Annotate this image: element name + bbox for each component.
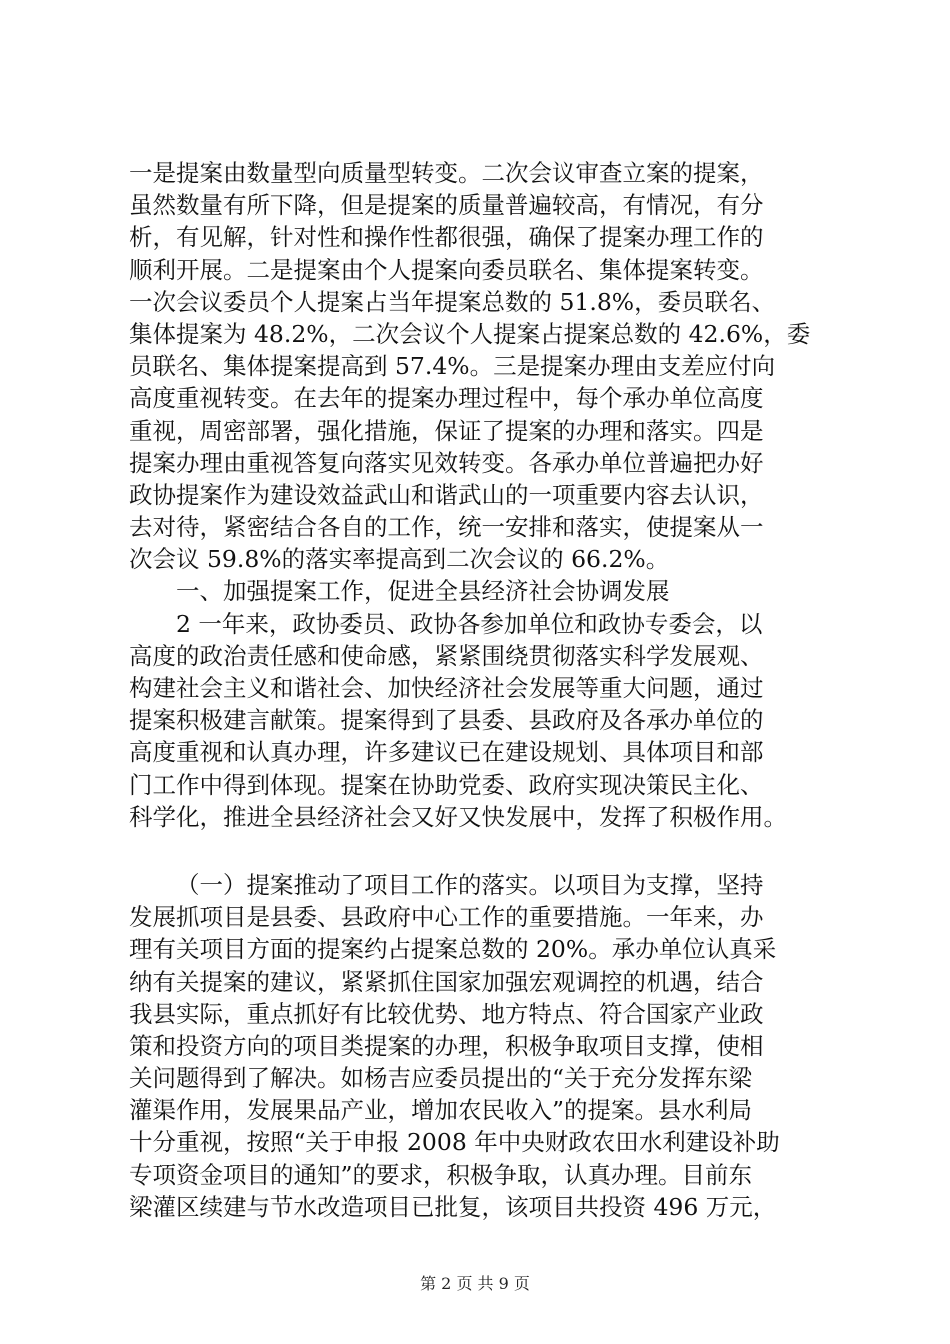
text-line: 集体提案为 48.2%，二次会议个人提案占提案总数的 42.6%，委 [129,319,811,348]
text-line: 理有关项目方面的提案约占提案总数的 20%。承办单位认真采 [129,935,777,964]
text-line: 我县实际，重点抓好有比较优势、地方特点、符合国家产业政 [129,999,764,1028]
text-line: 政协提案作为建设效益武山和谐武山的一项重要内容去认识， [129,480,764,509]
text-line: 去对待，紧密结合各自的工作，统一安排和落实，使提案从一 [129,513,764,542]
text-line: 专项资金项目的通知”的要求，积极争取，认真办理。目前东 [129,1160,753,1189]
text-line: 一次会议委员个人提案占当年提案总数的 51.8%，委员联名、 [129,287,776,316]
text-line: 虽然数量有所下降，但是提案的质量普遍较高，有情况，有分 [129,191,764,220]
text-line: 2 一年来，政协委员、政协各参加单位和政协专委会，以 [176,609,763,638]
text-line: 十分重视，按照“关于申报 2008 年中央财政农田水利建设补助 [129,1128,780,1157]
text-line: 析，有见解，针对性和操作性都很强，确保了提案办理工作的 [129,223,764,252]
text-line: （一）提案推动了项目工作的落实。以项目为支撑，坚持 [176,870,764,899]
text-line: 重视，周密部署，强化措施，保证了提案的办理和落实。四是 [129,416,764,445]
text-line: 纳有关提案的建议，紧紧抓住国家加强宏观调控的机遇，结合 [129,967,764,996]
text-line: 发展抓项目是县委、县政府中心工作的重要措施。一年来，办 [129,903,764,932]
text-line: 高度重视转变。在去年的提案办理过程中，每个承办单位高度 [129,384,764,413]
text-line: 构建社会主义和谐社会、加快经济社会发展等重大问题，通过 [129,674,764,702]
text-line: 次会议 59.8%的落实率提高到二次会议的 66.2%。 [129,545,670,574]
text-line: 提案积极建言献策。提案得到了县委、县政府及各承办单位的 [129,706,764,735]
text-line: 一是提案由数量型向质量型转变。二次会议审查立案的提案， [129,159,764,187]
text-line: 科学化，推进全县经济社会又好又快发展中，发挥了积极作用。 [129,802,787,831]
text-line: 门工作中得到体现。提案在协助党委、政府实现决策民主化、 [129,770,764,799]
text-line: 员联名、集体提案提高到 57.4%。三是提案办理由支差应付向 [129,352,776,381]
text-line: 顺利开展。二是提案由个人提案向委员联名、集体提案转变。 [129,255,764,284]
paragraph-overview [129,608,829,833]
page-number-footer: 第 2 页 共 9 页 [420,1274,530,1293]
document-body [129,157,829,1223]
section-heading: 一、加强提案工作，促进全县经济社会协调发展 [176,577,670,606]
paragraph-spacer [129,833,829,869]
text-line: 高度重视和认真办理，许多建议已在建设规划、具体项目和部 [129,738,764,767]
text-line: 关问题得到了解决。如杨吉应委员提出的“关于充分发挥东梁 [129,1064,753,1093]
text-line: 灌渠作用，发展果品产业，增加农民收入”的提案。县水利局 [129,1096,753,1125]
text-line: 策和投资方向的项目类提案的办理，积极争取项目支撑，使相 [129,1031,764,1060]
text-line: 高度的政治责任感和使命感，紧紧围绕贯彻落实科学发展观、 [129,641,764,670]
paragraph-project-implementation [129,869,829,1223]
paragraph-proposal-transformation [129,157,829,575]
text-line: 提案办理由重视答复向落实见效转变。各承办单位普遍把办好 [129,448,764,477]
text-line: 梁灌区续建与节水改造项目已批复，该项目共投资 496 万元， [129,1192,777,1221]
